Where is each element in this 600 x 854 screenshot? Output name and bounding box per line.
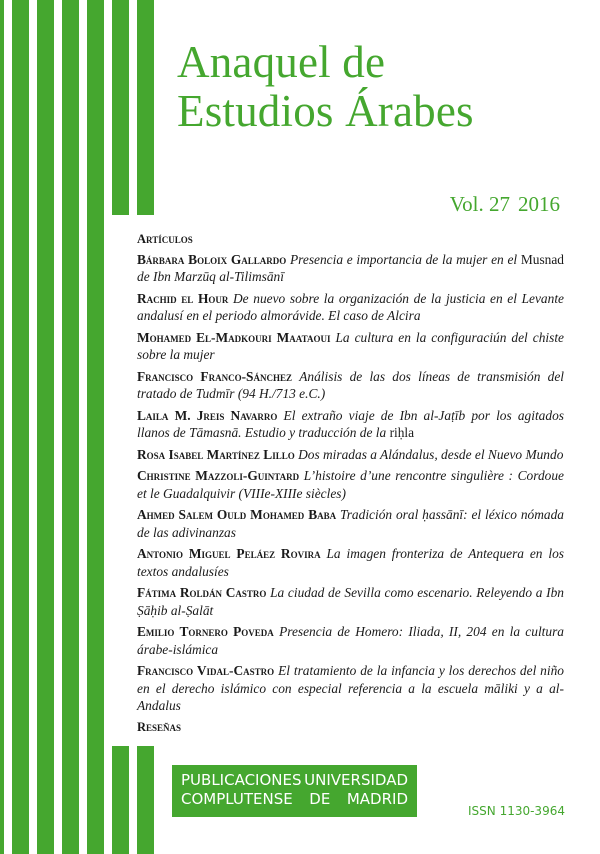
entry-title: De nuevo sobre la organización de la justicia en el Levante andalusí en el periodo almorávide. El caso de Alcira: [137, 290, 564, 323]
toc-entry: [137, 584, 564, 619]
entry-title: La imagen fronteriza de Antequera en los textos andalusíes: [137, 546, 564, 579]
toc-entry: [137, 446, 564, 464]
entry-author: Laila M. Jreis Navarro: [137, 407, 278, 423]
table-of-contents: [137, 231, 564, 738]
stripe-7-bottom: [137, 746, 154, 854]
entry-title: El tratamiento de la infancia y los derechos del niño en el derecho islámico con especial referencia a la escuela māliki y a al-Andalus: [137, 663, 564, 713]
entry-author: Bárbara Boloix Gallardo: [137, 251, 287, 267]
publisher-word: UNIVERSIDAD: [304, 771, 408, 789]
entry-title: La cultura en la configuraciún del chiste sobre la mujer: [137, 329, 564, 362]
publisher-word: DE: [309, 790, 331, 808]
section-heading-reviews: Reseñas: [137, 719, 182, 734]
entry-author: Antonio Miguel Peláez Rovira: [137, 546, 321, 561]
publisher-word: MADRID: [346, 790, 408, 808]
toc-entry: [137, 545, 564, 580]
section-heading-articles: Artículos: [137, 232, 193, 246]
entry-author: Rosa Isabel Martínez Lillo: [137, 446, 295, 462]
stripe-6-bottom: [112, 746, 129, 854]
publisher-line-2: [181, 790, 408, 809]
entry-title: El extraño viaje de Ibn al-Jaṭīb por los agitados llanos de Tāmasnā. Estudio y traducción de la: [137, 407, 564, 440]
toc-entry: [137, 506, 564, 541]
entry-title: La ciudad de Sevilla como escenario. Releyendo a Ibn Ṣāḥib al-Ṣalāt: [137, 585, 564, 618]
volume-year: 2016: [518, 192, 560, 216]
toc-entry: [137, 251, 564, 286]
stripe-4: [62, 0, 79, 854]
entry-author: Ahmed Salem Ould Mohamed Baba: [137, 507, 337, 522]
toc-entry: [137, 623, 564, 658]
entry-author: Mohamed El-Madkouri Maataoui: [137, 329, 331, 345]
stripe-3: [37, 0, 54, 854]
volume-number: Vol. 27: [449, 192, 510, 216]
entry-author: Emilio Tornero Poveda: [137, 624, 274, 639]
toc-entry: [137, 329, 564, 364]
toc-entry: [137, 407, 564, 442]
stripe-5: [87, 0, 104, 854]
publisher-word: PUBLICACIONES: [181, 771, 302, 789]
entry-author: Christine Mazzoli-Guintard: [137, 468, 300, 483]
toc-entry: [137, 662, 564, 715]
entry-author: Francisco Franco-Sánchez: [137, 368, 292, 384]
issn-label: ISSN 1130-3964: [468, 804, 565, 818]
entry-author: Francisco Vidal-Castro: [137, 663, 275, 678]
publisher-word: COMPLUTENSE: [181, 790, 293, 808]
publisher-line-1: [181, 771, 408, 790]
journal-title-line2: Estudios Árabes: [177, 86, 474, 136]
journal-title-line1: Anaquel de: [177, 37, 386, 87]
stripe-7-top: [137, 0, 154, 215]
toc-entry: [137, 290, 564, 325]
entry-title: Análisis de las dos líneas de transmisión del tratado de Tudmīr (94 H./713 e.C.): [137, 368, 564, 401]
entry-title: Presencia e importancia de la mujer en el: [289, 251, 518, 267]
volume-info: [450, 192, 560, 217]
entry-title: Presencia de Homero: Iliada, II, 204 en la cultura árabe-islámica: [137, 624, 564, 657]
stripe-6-top: [112, 0, 129, 215]
entry-title: L’histoire d’une rencontre singulière : Cordoue et le Guadalquivir (VIIIe-XIIIe siècles): [137, 468, 564, 501]
entry-title: Dos miradas a Alándalus, desde el Nuevo Mundo: [298, 446, 564, 462]
entry-author: Fátima Roldán Castro: [137, 585, 267, 600]
publisher-box: [172, 765, 417, 817]
entry-author: Rachid el Hour: [137, 290, 229, 306]
entry-title-rest: de Ibn Marzūq al-Tilimsānī: [137, 269, 284, 284]
entry-title-roman: riḥla: [389, 425, 415, 440]
toc-entry: [137, 467, 564, 502]
stripe-2: [12, 0, 29, 854]
entry-title-roman: Musnad: [520, 251, 564, 267]
stripe-1: [0, 0, 4, 854]
entry-title: Tradición oral ḥassānī: el léxico nómada de las adivinanzas: [137, 507, 564, 540]
toc-entry: [137, 368, 564, 403]
journal-title: [177, 38, 474, 136]
